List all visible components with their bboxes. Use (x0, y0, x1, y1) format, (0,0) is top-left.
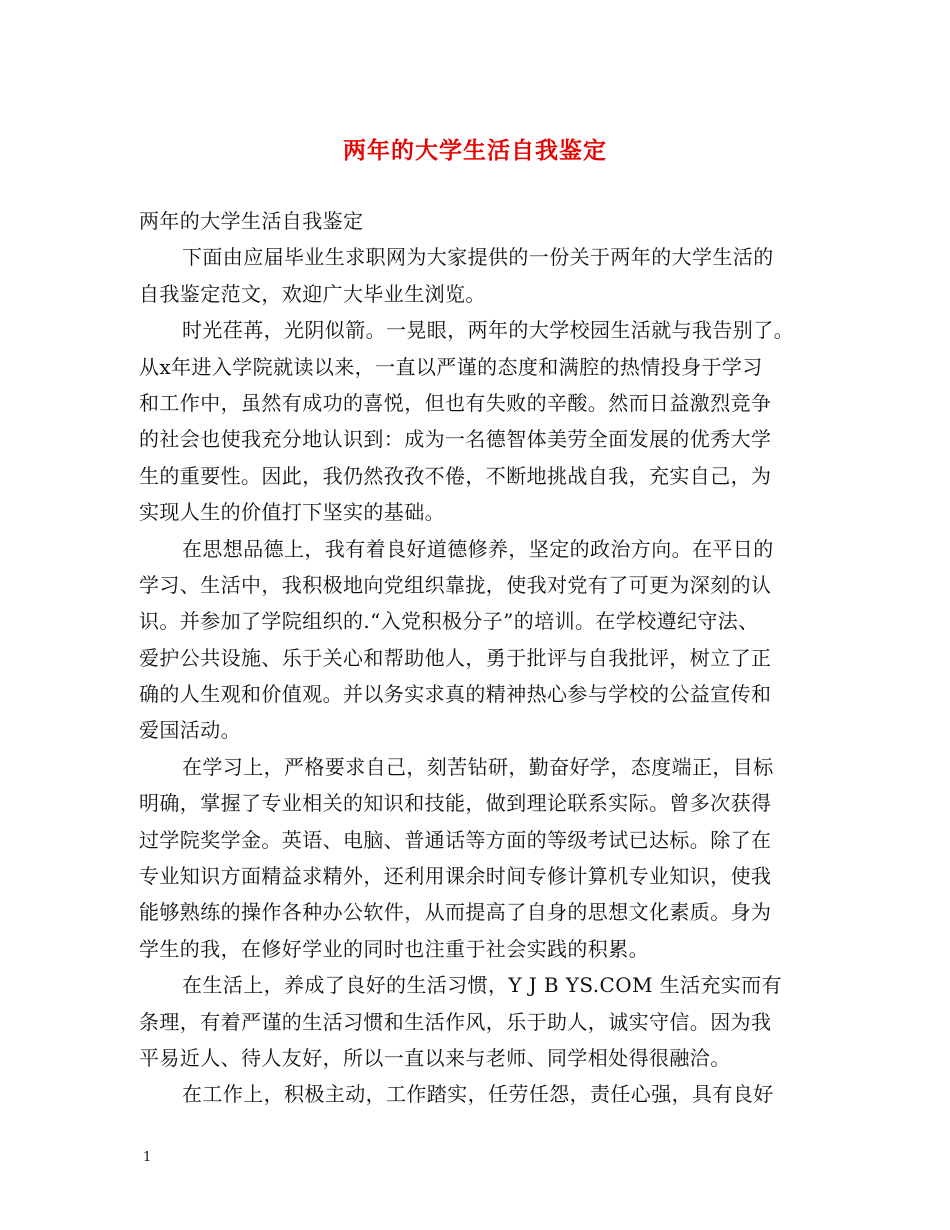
text-line: 在思想品德上，我有着良好道德修养，坚定的政治方向。在平日的 (182, 536, 774, 561)
text-line: 下面由应届毕业生求职网为大家提供的一份关于两年的大学生活的 (182, 245, 774, 270)
text-line: 条理，有着严谨的生活习惯和生活作风，乐于助人，诚实守信。因为我 (139, 1009, 772, 1034)
text-line: 自我鉴定范文，欢迎广大毕业生浏览。 (139, 281, 486, 306)
text-line: 明确，掌握了专业相关的知识和技能，做到理论联系实际。曾多次获得 (139, 791, 772, 816)
text-line: 确的人生观和价值观。并以务实求真的精神热心参与学校的公益宣传和 (139, 682, 772, 707)
text-line: 实现人生的价值打下坚实的基础。 (139, 500, 445, 525)
text-line: 平易近人、待人友好，所以一直以来与老师、同学相处得很融洽。 (139, 1045, 731, 1070)
text-line: 学生的我，在修好学业的同时也注重于社会实践的积累。 (139, 936, 649, 961)
text-line: 的社会也使我充分地认识到：成为一名德智体美劳全面发展的优秀大学 (139, 427, 772, 452)
text-line: 识。并参加了学院组织的.“入党积极分子”的培训。在学校遵纪守法、 (139, 609, 759, 634)
document-body (139, 203, 815, 1113)
page-number: 1 (143, 1150, 152, 1165)
text-line: 专业知识方面精益求精外，还利用课余时间专修计算机专业知识，使我 (139, 864, 772, 889)
text-line: 生的重要性。因此，我仍然孜孜不倦，不断地挑战自我，充实自己，为 (139, 463, 772, 488)
text-line: 在工作上，积极主动，工作踏实，任劳任怨，责任心强，具有良好 (182, 1082, 774, 1107)
text-line: 两年的大学生活自我鉴定 (139, 209, 364, 233)
text-line: 过学院奖学金。英语、电脑、普通话等方面的等级考试已达标。除了在 (139, 827, 772, 852)
text-line: 爱国活动。 (139, 718, 241, 743)
text-line: 在生活上，养成了良好的生活习惯，Y J B YS.COM 生活充实而有 (182, 973, 783, 998)
text-line: 能够熟练的操作各种办公软件，从而提高了自身的思想文化素质。身为 (139, 900, 772, 925)
text-line: 爱护公共设施、乐于关心和帮助他人，勇于批评与自我批评，树立了正 (139, 645, 772, 670)
text-line: 时光荏苒，光阴似箭。一晃眼，两年的大学校园生活就与我告别了。 (182, 318, 794, 343)
text-line: 从x年进入学院就读以来，一直以严谨的态度和满腔的热情投身于学习 (139, 354, 763, 379)
text-line: 在学习上，严格要求自己，刻苦钻研，勤奋好学，态度端正，目标 (182, 754, 774, 779)
text-line: 和工作中，虽然有成功的喜悦，但也有失败的辛酸。然而日益激烈竞争 (139, 390, 772, 415)
text-line: 学习、生活中，我积极地向党组织靠拢，使我对党有了可更为深刻的认 (139, 572, 772, 597)
document-title: 两年的大学生活自我鉴定 (343, 137, 607, 164)
